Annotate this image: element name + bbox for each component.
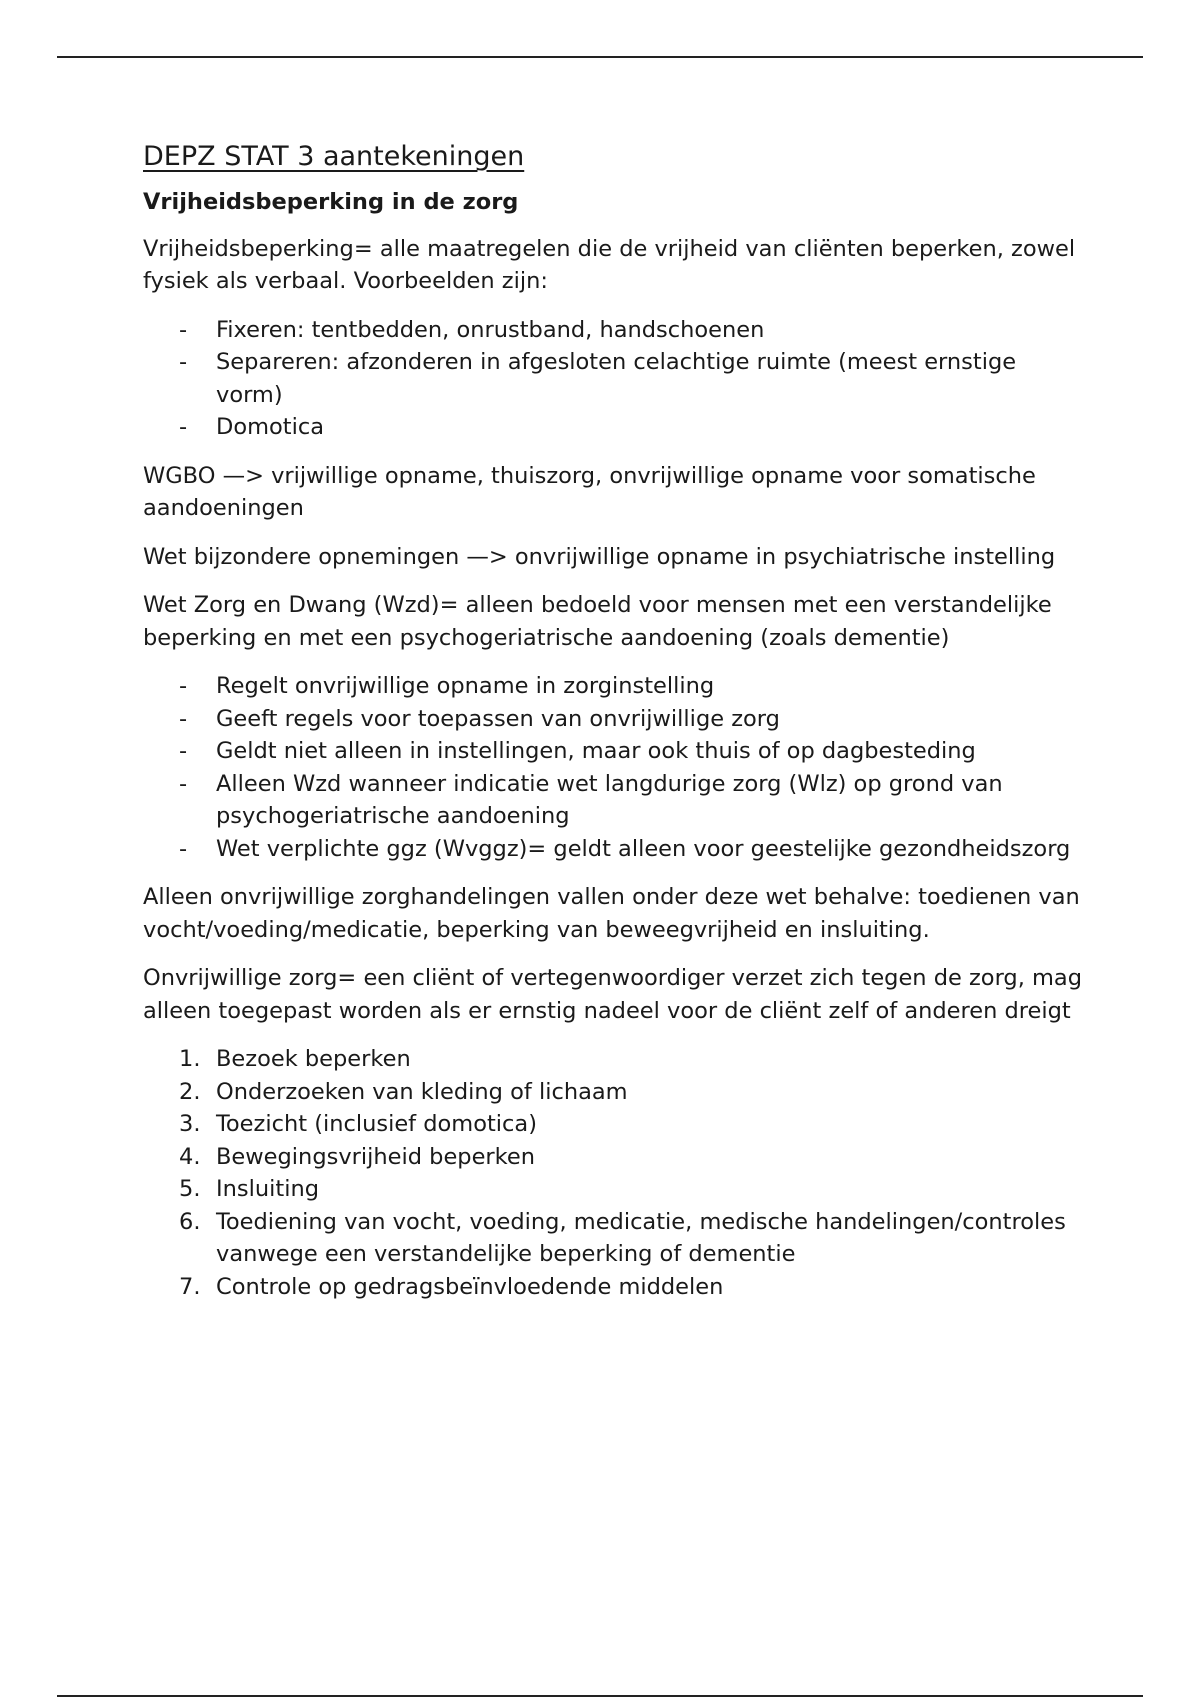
item-number: 3. (179, 1111, 201, 1137)
numbered-item (143, 1271, 1083, 1304)
list-item-text: Separeren: afzonderen in afgesloten celachtige ruimte (meest ernstige vorm) (216, 349, 1017, 408)
document-body (143, 138, 1083, 1319)
list-item (143, 768, 1083, 833)
list-item (143, 670, 1083, 703)
numbered-item-text: Onderzoeken van kleding of lichaam (216, 1078, 628, 1105)
numbered-item-text: Controle op gedragsbeïnvloedende middelen (216, 1273, 724, 1300)
examples-list (143, 314, 1083, 444)
list-item (143, 346, 1083, 411)
intro-paragraph: Vrijheidsbeperking= alle maatregelen die de vrijheid van cliënten beperken, zowel fysiek als verbaal. Voorbeelden zijn: (143, 235, 1076, 294)
item-number: 5. (179, 1176, 201, 1202)
wzd-points-list (143, 670, 1083, 865)
list-item-text: Alleen Wzd wanneer indicatie wet langdurige zorg (Wlz) op grond van psychogeriatrische aandoening (216, 770, 1003, 829)
bullet-marker: - (179, 738, 188, 764)
top-rule (57, 56, 1143, 58)
item-number: 4. (179, 1143, 201, 1170)
bullet-marker: - (179, 316, 188, 343)
section-heading: Vrijheidsbeperking in de zorg (143, 189, 519, 215)
exceptions-paragraph: Alleen onvrijwillige zorghandelingen vallen onder deze wet behalve: toedienen van vocht/voeding/medicatie, beperking van beweegvrijheid en insluiting. (143, 884, 1080, 943)
list-item-text: Geeft regels voor toepassen van onvrijwillige zorg (216, 705, 780, 732)
list-item (143, 314, 1083, 347)
bullet-marker: - (179, 705, 188, 732)
numbered-item-text: Bezoek beperken (216, 1046, 411, 1072)
numbered-item (143, 1206, 1083, 1271)
bullet-marker: - (179, 770, 188, 797)
item-number: 6. (179, 1208, 201, 1235)
involuntary-care-paragraph: Onvrijwillige zorg= een cliënt of vertegenwoordiger verzet zich tegen de zorg, mag alleen toegepast worden als er ernstig nadeel voor de cliënt zelf of anderen dreigt (143, 965, 1083, 1024)
numbered-item (143, 1076, 1083, 1109)
numbered-item (143, 1108, 1083, 1141)
list-item (143, 703, 1083, 736)
item-number: 7. (179, 1273, 201, 1300)
numbered-item-text: Bewegingsvrijheid beperken (216, 1143, 536, 1170)
list-item-text: Regelt onvrijwillige opname in zorginstelling (216, 673, 715, 699)
item-number: 1. (179, 1046, 201, 1072)
bullet-marker: - (179, 414, 188, 440)
list-item (143, 411, 1083, 444)
bottom-rule (57, 1695, 1143, 1697)
bopz-paragraph: Wet bijzondere opnemingen —> onvrijwillige opname in psychiatrische instelling (143, 543, 1056, 570)
list-item-text: Wet verplichte ggz (Wvggz)= geldt alleen voor geestelijke gezondheidszorg (216, 835, 1071, 862)
document-title: DEPZ STAT 3 aantekeningen (143, 141, 525, 172)
list-item (143, 735, 1083, 768)
list-item-text: Geldt niet alleen in instellingen, maar ook thuis of op dagbesteding (216, 738, 976, 764)
list-item-text: Fixeren: tentbedden, onrustband, handschoenen (216, 316, 765, 343)
bullet-marker: - (179, 349, 188, 375)
numbered-item-text: Toediening van vocht, voeding, medicatie, medische handelingen/controles vanwege een verstandelijke beperking of dementie (216, 1208, 1066, 1267)
item-number: 2. (179, 1078, 201, 1105)
numbered-item-text: Insluiting (216, 1176, 319, 1202)
list-item (143, 833, 1083, 866)
numbered-item (143, 1173, 1083, 1206)
numbered-list (143, 1043, 1083, 1303)
numbered-item-text: Toezicht (inclusief domotica) (216, 1111, 537, 1137)
bullet-marker: - (179, 835, 188, 862)
bullet-marker: - (179, 673, 188, 699)
numbered-item (143, 1043, 1083, 1076)
wzd-paragraph: Wet Zorg en Dwang (Wzd)= alleen bedoeld voor mensen met een verstandelijke beperking en met een psychogeriatrische aandoening (zoals dementie) (143, 592, 1052, 651)
numbered-item (143, 1141, 1083, 1174)
list-item-text: Domotica (216, 414, 325, 440)
wgbo-paragraph: WGBO —> vrijwillige opname, thuiszorg, onvrijwillige opname voor somatische aandoeningen (143, 462, 1036, 521)
